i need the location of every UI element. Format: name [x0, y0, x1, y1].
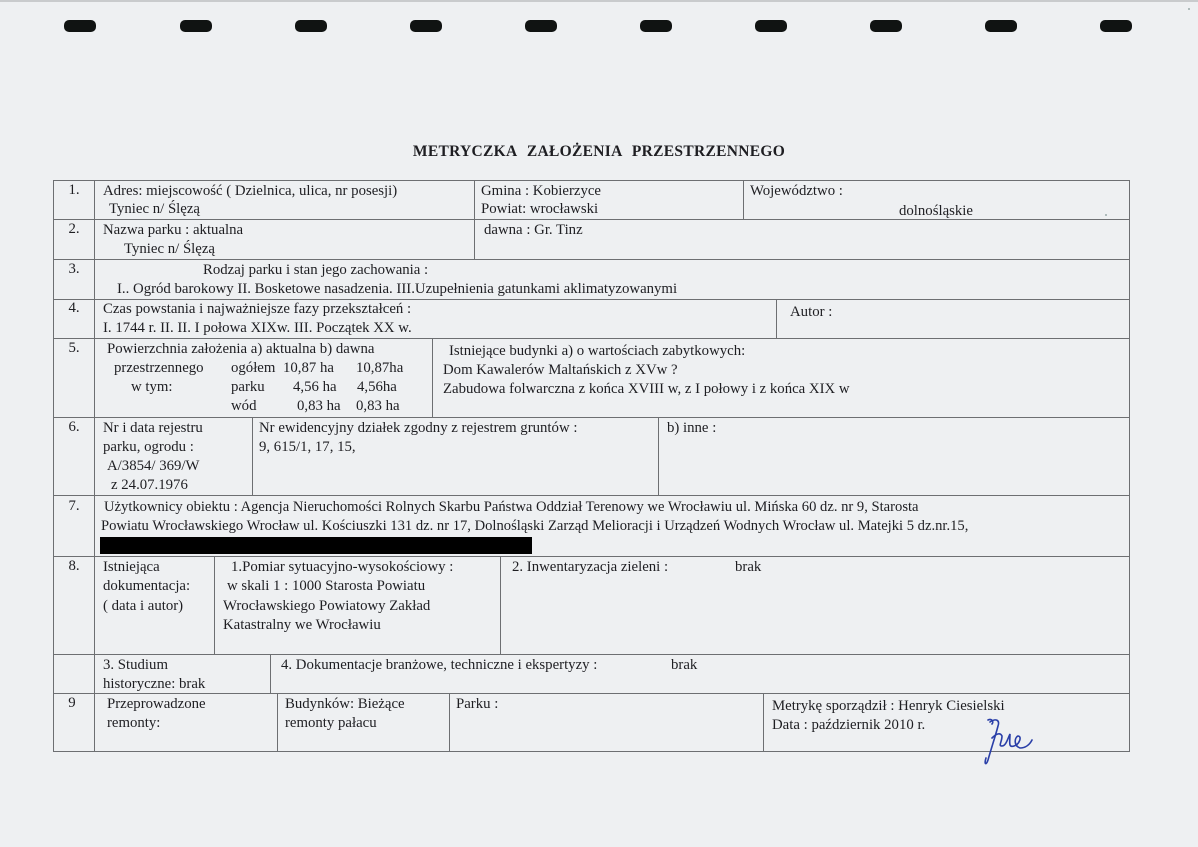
- rule: [474, 180, 475, 219]
- park-name-label: Nazwa parku : aktualna: [103, 222, 244, 238]
- rule: [53, 338, 1130, 339]
- binder-mark: [295, 20, 327, 32]
- greenery-value: brak: [735, 559, 762, 575]
- binder-mark: [870, 20, 902, 32]
- building-repairs-line: Budynków: Bieżące: [285, 696, 405, 712]
- rule: [53, 693, 1130, 694]
- buildings-line: Dom Kawalerów Maltańskich z XVw ?: [443, 362, 678, 378]
- rule: [776, 299, 777, 338]
- rule: [53, 654, 1130, 655]
- register-date: z 24.07.1976: [111, 477, 188, 493]
- register-number: A/3854/ 369/W: [107, 458, 200, 474]
- buildings-line: Zabudowa folwarczna z końca XVIII w, z I połowy i z końca XIX w: [443, 381, 850, 397]
- binder-mark: [985, 20, 1017, 32]
- repairs-label-line: Przeprowadzone: [107, 696, 206, 712]
- other-label: b) inne :: [667, 420, 717, 436]
- author-label: Autor :: [790, 304, 833, 320]
- survey-line: w skali 1 : 1000 Starosta Powiatu: [227, 578, 426, 594]
- wojewodztwo-value: dolnośląskie: [899, 203, 973, 219]
- row-number: 9: [68, 695, 76, 711]
- park-type-value: I.. Ogród barokowy II. Bosketowe nasadzenia. III.Uzupełnienia gatunkami aklimatyzowanymi: [117, 281, 678, 297]
- park-former-name: dawna : Gr. Tinz: [484, 222, 583, 238]
- binder-mark: [755, 20, 787, 32]
- building-repairs-line: remonty pałacu: [285, 715, 377, 731]
- history-label: Czas powstania i najważniejsze fazy przekształceń :: [103, 301, 412, 317]
- rule: [53, 417, 1130, 418]
- area-current: 10,87 ha: [283, 360, 334, 376]
- rule: [270, 654, 271, 693]
- area-kind: parku: [231, 379, 265, 395]
- rule: [449, 693, 450, 751]
- area-header: Powierzchnia założenia a) aktualna b) dawna: [107, 341, 375, 357]
- register-line: parku, ogrodu :: [103, 439, 194, 455]
- rule: [94, 180, 95, 752]
- row-number: 7.: [68, 498, 80, 514]
- industry-docs-label: 4. Dokumentacje branżowe, techniczne i ekspertyzy :: [281, 657, 598, 673]
- row-number: 3.: [68, 261, 80, 277]
- binder-mark: [180, 20, 212, 32]
- rule: [432, 338, 433, 417]
- address-label: Adres: miejscowość ( Dzielnica, ulica, nr posesji): [103, 183, 398, 199]
- row-number: 5.: [68, 340, 80, 356]
- users-line: Użytkownicy obiektu : Agencja Nieruchomości Rolnych Skarbu Państwa Oddział Terenowy we Wrocławiu ul. Mińska 60 dz. nr 9, Starosta: [104, 499, 919, 515]
- row-number: 2.: [68, 221, 80, 237]
- area-kind: ogółem: [231, 360, 276, 376]
- rule: [252, 417, 253, 495]
- row-number: 6.: [68, 419, 80, 435]
- rule: [474, 219, 475, 259]
- history-study-line: historyczne: brak: [103, 676, 206, 692]
- survey-line: 1.Pomiar sytuacyjno-wysokościowy :: [231, 559, 454, 575]
- preparation-date: Data : październik 2010 r.: [772, 717, 926, 733]
- rule: [53, 259, 1130, 260]
- area-former: 10,87ha: [356, 360, 404, 376]
- area-row-label: przestrzennego: [114, 360, 204, 376]
- parcels-label: Nr ewidencyjny działek zgodny z rejestrem gruntów :: [259, 420, 578, 436]
- powiat: Powiat: wrocławski: [481, 201, 599, 217]
- row-number: 4.: [68, 300, 80, 316]
- doc-label-line: ( data i autor): [103, 598, 184, 614]
- rule: [500, 556, 501, 654]
- rule: [277, 693, 278, 751]
- row-number: 1.: [68, 182, 80, 198]
- gmina: Gmina : Kobierzyce: [481, 183, 601, 199]
- rule: [658, 417, 659, 495]
- survey-line: Katastralny we Wrocławiu: [223, 617, 381, 633]
- area-current: 0,83 ha: [297, 398, 341, 414]
- register-line: Nr i data rejestru: [103, 420, 203, 436]
- scan-speck: [1105, 214, 1107, 216]
- doc-label-line: dokumentacja:: [103, 578, 191, 594]
- wojewodztwo-label: Województwo :: [750, 183, 843, 199]
- redaction-bar: [100, 537, 532, 554]
- rule: [763, 693, 764, 751]
- binder-mark: [64, 20, 96, 32]
- row-number: 8.: [68, 558, 80, 574]
- rule: [1129, 180, 1130, 752]
- address-value: Tyniec n/ Ślęzą: [109, 201, 200, 217]
- doc-label-line: Istniejąca: [103, 559, 160, 575]
- scan-speck: [1188, 8, 1190, 10]
- document-title: METRYCZKA ZAŁOŻENIA PRZESTRZENNEGO: [412, 143, 786, 160]
- repairs-label-line: remonty:: [107, 715, 161, 731]
- binder-mark: [525, 20, 557, 32]
- users-line: Powiatu Wrocławskiego Wrocław ul. Kościuszki 131 dz. nr 17, Dolnośląski Zarząd Melioracji i Urządzeń Wodnych Wrocław ul. Matejki 5 dz.nr.15,: [101, 518, 969, 534]
- greenery-label: 2. Inwentaryzacja zieleni :: [512, 559, 669, 575]
- area-former: 0,83 ha: [356, 398, 400, 414]
- binder-mark: [1100, 20, 1132, 32]
- history-value: I. 1744 r. II. II. I połowa XIXw. III. Początek XX w.: [103, 320, 412, 336]
- binder-mark: [640, 20, 672, 32]
- binder-mark: [410, 20, 442, 32]
- area-current: 4,56 ha: [293, 379, 337, 395]
- area-row-label: w tym:: [131, 379, 173, 395]
- rule: [743, 180, 744, 219]
- prepared-by: Metrykę sporządził : Henryk Ciesielski: [772, 698, 1005, 714]
- page-top-edge: [0, 0, 1198, 2]
- history-study-line: 3. Studium: [103, 657, 168, 673]
- buildings-label: Istniejące budynki a) o wartościach zabytkowych:: [449, 343, 746, 359]
- park-repairs-label: Parku :: [456, 696, 499, 712]
- rule: [53, 495, 1130, 496]
- survey-line: Wrocławskiego Powiatowy Zakład: [223, 598, 431, 614]
- parcels-value: 9, 615/1, 17, 15,: [259, 439, 356, 455]
- industry-docs-value: brak: [671, 657, 698, 673]
- park-type-label: Rodzaj parku i stan jego zachowania :: [203, 262, 429, 278]
- rule: [53, 751, 1130, 752]
- rule: [53, 180, 1130, 181]
- rule: [214, 556, 215, 654]
- area-kind: wód: [231, 398, 257, 414]
- area-former: 4,56ha: [357, 379, 397, 395]
- park-name-value: Tyniec n/ Ślęzą: [124, 241, 215, 257]
- signature-icon: [978, 716, 1038, 768]
